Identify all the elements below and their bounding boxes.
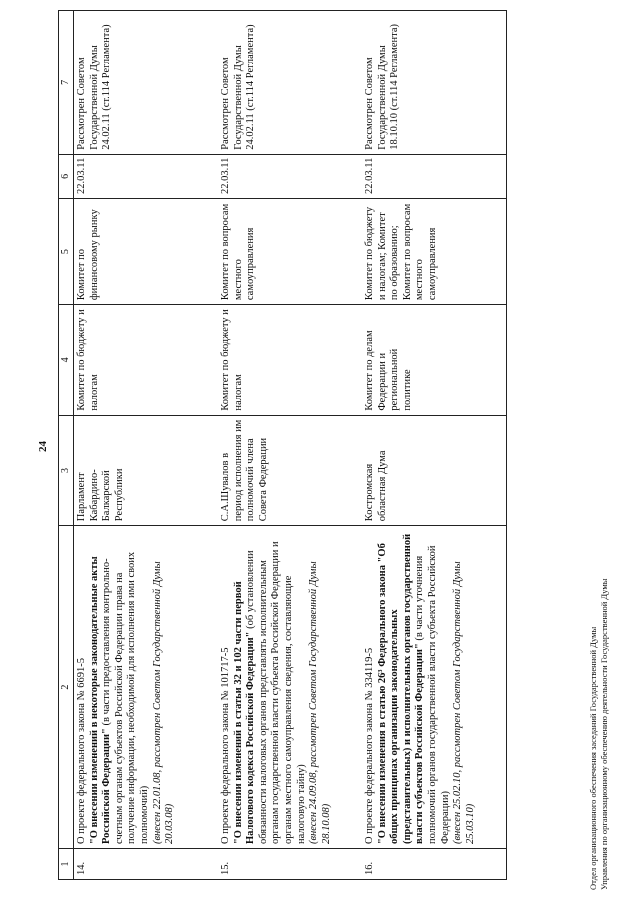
co-committees: Комитет по финансовому рынку [74,199,219,305]
bill-details: (об установлении обязанности налоговых органов представлять исполнительным органам государственной власти субъекта Российской Федерации и органам местного самоуправления сведения, составляющие налоговую тайну) [245,541,307,845]
review-date: 22.03.11 [362,154,507,198]
responsible-committee: Комитет по бюджету и налогам [74,305,219,416]
column-header: 6 [59,154,74,198]
bill-title: "О внесении изменений в некоторые законодательные акты Российской Федерации" [88,556,113,845]
row-number: 16. [362,849,507,880]
page-number: 24 [37,441,49,452]
footer-department-note [588,470,609,890]
table-row [362,11,507,880]
bill-description [218,526,362,849]
bill-title: "О внесении изменений в статьи 32 и 102 части первой Налогового кодекса Российской Федерации" [232,581,257,845]
column-header: 5 [59,199,74,305]
table-header-row [59,11,74,880]
responsible-committee: Комитет по делам Федерации и региональной политике [362,305,507,416]
table-row [74,11,219,880]
review-date: 22.03.11 [74,154,219,198]
bill-details: (в части уточнения полномочий органов государственной власти субъекта Российской Федерации) [414,545,451,845]
bill-number: О проекте федерального закона № 334119-5 [364,647,375,845]
bill-title: "О внесении изменения в статью 26³ Федерального закона "Об общих принципах организации законодательных (представительных) и исполнительных органов государственной власти субъектов Российской Федерации" [376,533,426,845]
review-status: Рассмотрен Советом Государственной Думы 18.10.10 (ст.114 Регламента) [362,11,507,155]
rotated-page-content [58,10,476,880]
agenda-table [58,10,507,880]
bill-number: О проекте федерального закона № 101717-5 [220,647,231,845]
review-date: 22.03.11 [218,154,362,198]
column-header: 7 [59,11,74,155]
co-committees: Комитет по бюджету и налогам; Комитет по образованию; Комитет по вопросам местного самоуправления [362,199,507,305]
review-status: Рассмотрен Советом Государственной Думы 24.02.11 (ст.114 Регламента) [74,11,219,155]
bill-description [362,526,507,849]
bill-author: Костромская областная Дума [362,415,507,526]
table-row [218,11,362,880]
column-header: 2 [59,526,74,849]
row-number: 14. [74,849,219,880]
footer-line: Отдел организационного обеспечения заседаний Государственной Думы [588,626,598,890]
review-status: Рассмотрен Советом Государственной Думы 24.02.11 (ст.114 Регламента) [218,11,362,155]
column-header: 1 [59,849,74,880]
bill-details: (в части предоставления контрольно-счетным органам субъектов Российской Федерации права на получение информации, необходимой для исполнения ими своих полномочий) [101,551,150,845]
bill-description [74,526,219,849]
bill-author: С.А.Шувалов в период исполнения им полномочий члена Совета Федерации [218,415,362,526]
footer-line: Управления по организационному обеспечению деятельности Государственной Думы [598,578,609,890]
column-header: 4 [59,305,74,416]
co-committees: Комитет по вопросам местного самоуправления [218,199,362,305]
bill-author: Парламент Кабардино-Балкарской Республики [74,415,219,526]
bill-submission-note: (внесен 22.01.08, рассмотрен Советом Государственной Думы 20.03.08) [151,561,176,845]
responsible-committee: Комитет по бюджету и налогам [218,305,362,416]
column-header: 3 [59,415,74,526]
row-number: 15. [218,849,362,880]
bill-number: О проекте федерального закона № 6691-5 [76,658,87,845]
bill-submission-note: (внесен 25.02.10, рассмотрен Советом Государственной Думы 25.03.10) [452,561,476,845]
bill-submission-note: (внесен 24.09.08, рассмотрен Советом Государственной Думы 28.10.08) [308,561,332,845]
